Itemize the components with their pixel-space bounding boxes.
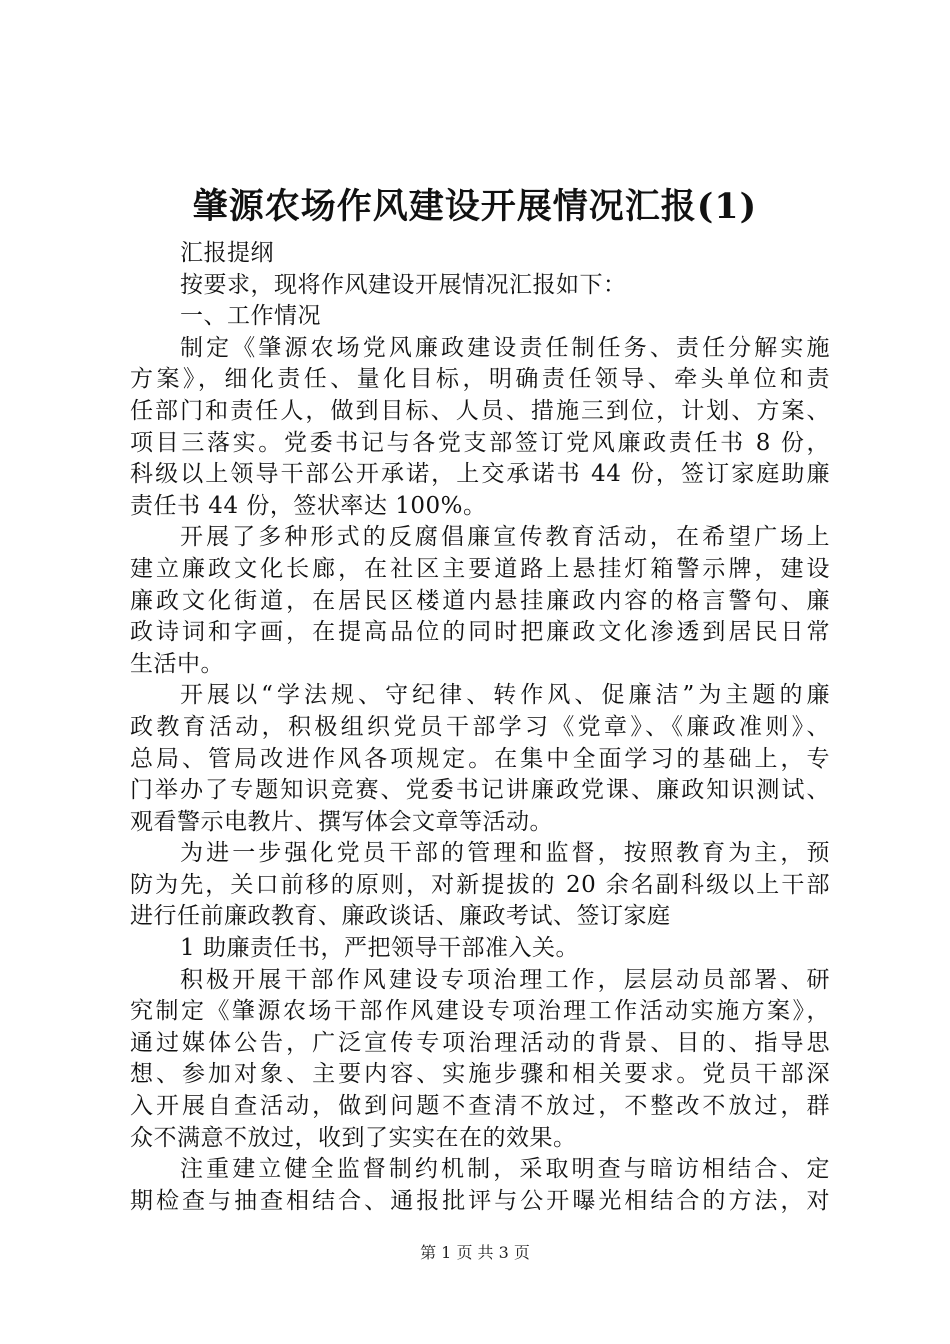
text-line: 按要求，现将作风建设开展情况汇报如下： <box>180 271 627 298</box>
text-line: 汇报提纲 <box>180 240 274 266</box>
text-line: 廉政文化街道，在居民区楼道内悬挂廉政内容的格言警句、廉 <box>130 587 830 614</box>
text-line: 开展以“学法规、守纪律、转作风、促廉洁”为主题的廉 <box>180 682 830 709</box>
text-line: 建立廉政文化长廊，在社区主要道路上悬挂灯箱警示牌，建设 <box>130 555 830 582</box>
text-line: 为进一步强化党员干部的管理和监督，按照教育为主，预 <box>180 840 830 867</box>
text-line: 入开展自查活动，做到问题不查清不放过，不整改不放过，群 <box>130 1093 830 1120</box>
text-line: 开展了多种形式的反腐倡廉宣传教育活动，在希望广场上 <box>180 524 830 551</box>
text-line: 责任书 44 份，签状率达 100%。 <box>130 492 487 519</box>
text-line: 众不满意不放过，收到了实实在在的效果。 <box>130 1124 577 1151</box>
text-line: 观看警示电教片、撰写体会文章等活动。 <box>130 808 553 835</box>
text-line: 究制定《肇源农场干部作风建设专项治理工作活动实施方案》， <box>130 998 830 1025</box>
text-line: 政教育活动，积极组织党员干部学习《党章》、《廉政准则》、 <box>130 713 830 740</box>
text-line: 科级以上领导干部公开承诺，上交承诺书 44 份，签订家庭助廉 <box>130 461 830 488</box>
page-footer: 第 1 页 共 3 页 <box>420 1243 530 1262</box>
document-body <box>130 238 830 1217</box>
text-line: 项目三落实。党委书记与各党支部签订党风廉政责任书 8 份， <box>130 429 830 456</box>
text-line: 通过媒体公告，广泛宣传专项治理活动的背景、目的、指导思 <box>130 1029 830 1056</box>
text-line: 1 助廉责任书，严把领导干部准入关。 <box>180 935 579 962</box>
text-line: 积极开展干部作风建设专项治理工作，层层动员部署、研 <box>180 966 830 993</box>
text-line: 期检查与抽查相结合、通报批评与公开曝光相结合的方法，对 <box>130 1187 830 1214</box>
text-line: 一、工作情况 <box>180 303 321 330</box>
text-line: 任部门和责任人，做到目标、人员、措施三到位，计划、方案、 <box>130 397 830 424</box>
text-line: 门举办了专题知识竞赛、党委书记讲廉政党课、廉政知识测试、 <box>130 777 830 804</box>
text-line: 政诗词和字画，在提高品位的同时把廉政文化渗透到居民日常 <box>130 619 830 646</box>
text-line: 制定《肇源农场党风廉政建设责任制任务、责任分解实施 <box>180 334 830 361</box>
text-line: 总局、管局改进作风各项规定。在集中全面学习的基础上，专 <box>130 745 830 772</box>
text-line: 防为先，关口前移的原则，对新提拔的 20 余名副科级以上干部 <box>130 871 830 898</box>
text-line: 注重建立健全监督制约机制，采取明查与暗访相结合、定 <box>180 1156 830 1183</box>
text-line: 想、参加对象、主要内容、实施步骤和相关要求。党员干部深 <box>130 1061 830 1088</box>
document-title: 肇源农场作风建设开展情况汇报(1) <box>192 186 758 227</box>
text-line: 生活中。 <box>130 650 224 677</box>
text-line: 进行任前廉政教育、廉政谈话、廉政考试、签订家庭 <box>130 903 671 930</box>
text-line: 方案》，细化责任、量化目标，明确责任领导、牵头单位和责 <box>130 366 830 393</box>
